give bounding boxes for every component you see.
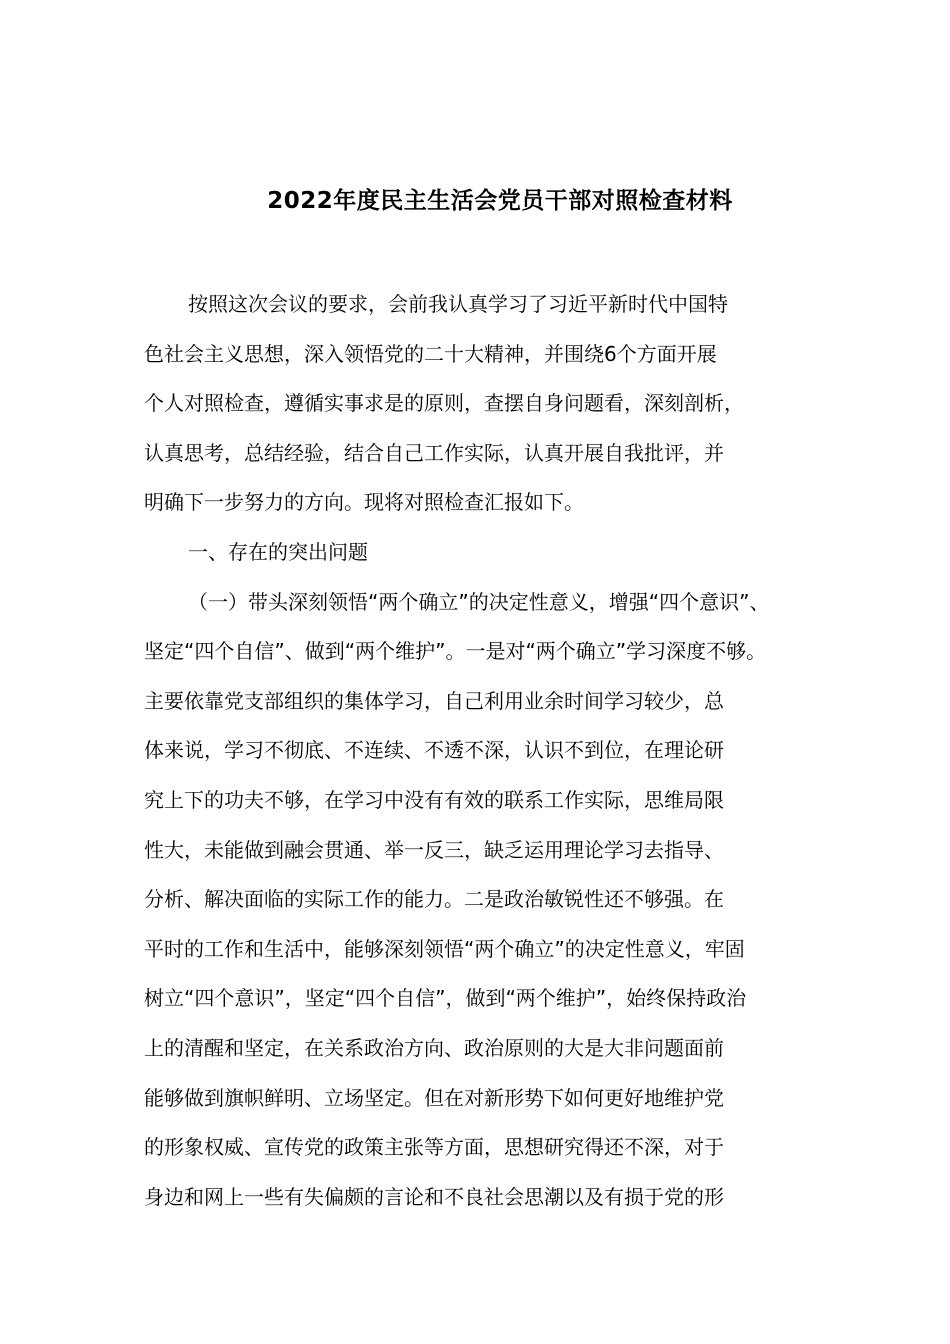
text-line: （一）带头深刻领悟“两个确立”的决定性意义，增强“四个意识”、 — [188, 589, 770, 614]
text-line: 色社会主义思想，深入领悟党的二十大精神，并围绕6个方面开展 — [144, 341, 717, 366]
text-line: 个人对照检查，遵循实事求是的原则，查摆自身问题看，深刻剖析， — [144, 391, 744, 416]
text-line: 认真思考，总结经验，结合自己工作实际，认真开展自我批评，并 — [144, 440, 724, 465]
text-line: 平时的工作和生活中，能够深刻领悟“两个确立”的决定性意义，牢固 — [144, 936, 745, 961]
text-line: 坚定“四个自信”、做到“两个维护”。一是对“两个确立”学习深度不够。 — [144, 639, 767, 664]
text-line: 树立“四个意识”，坚定“四个自信”，做到“两个维护”，始终保持政治 — [144, 986, 747, 1011]
text-line: 主要依靠党支部组织的集体学习，自己利用业余时间学习较少，总 — [144, 688, 724, 713]
text-line: 按照这次会议的要求，会前我认真学习了习近平新时代中国特 — [188, 292, 728, 316]
text-line: 分析、解决面临的实际工作的能力。二是政治敏锐性还不够强。在 — [144, 887, 724, 912]
text-line: 身边和网上一些有失偏颇的言论和不良社会思潮以及有损于党的形 — [144, 1184, 724, 1209]
text-line: 能够做到旗帜鲜明、立场坚定。但在对新形势下如何更好地维护党 — [144, 1085, 724, 1110]
text-line: 性大，未能做到融会贯通、举一反三，缺乏运用理论学习去指导、 — [144, 837, 724, 862]
text-line: 体来说，学习不彻底、不连续、不透不深，认识不到位，在理论研 — [144, 738, 724, 763]
text-line: 究上下的功夫不够，在学习中没有有效的联系工作实际，思维局限 — [144, 787, 724, 812]
document-body — [144, 280, 844, 1222]
text-line: 上的清醒和坚定，在关系政治方向、政治原则的大是大非问题面前 — [144, 1035, 724, 1060]
text-line: 一、存在的突出问题 — [188, 539, 368, 564]
document-title: 2022年度民主生活会党员干部对照检查材料 — [267, 188, 733, 214]
text-line: 的形象权威、宣传党的政策主张等方面，思想研究得还不深，对于 — [144, 1135, 724, 1160]
text-line: 明确下一步努力的方向。现将对照检查汇报如下。 — [144, 490, 584, 515]
